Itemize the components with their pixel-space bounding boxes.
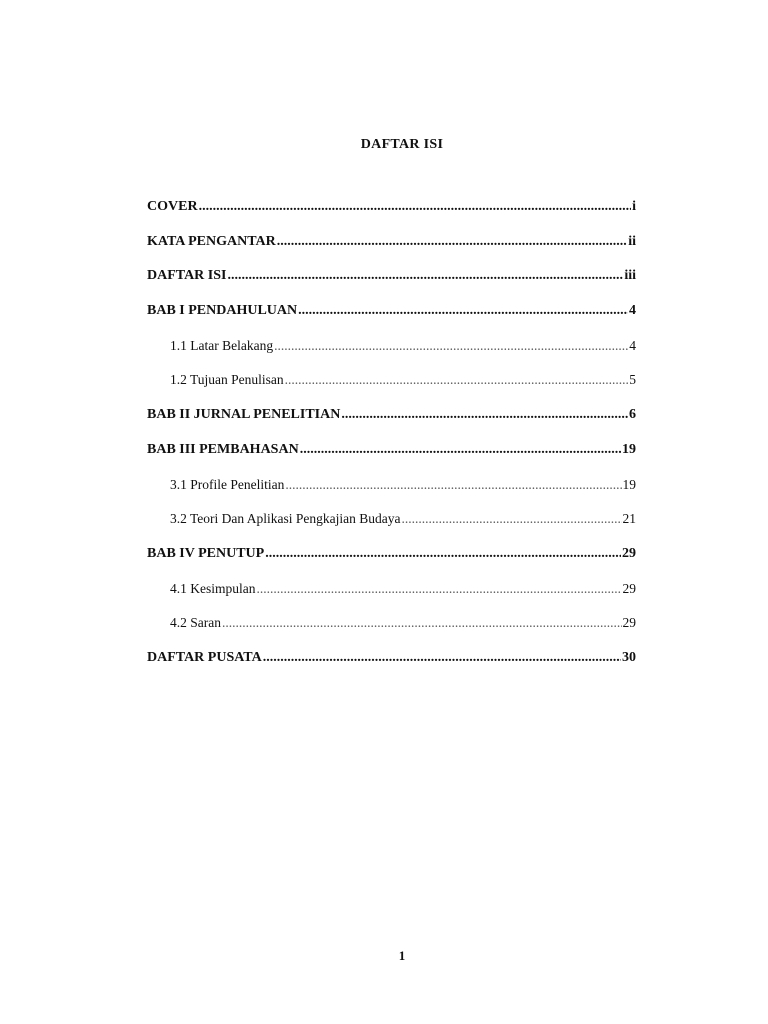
toc-entry-page: iii — [624, 268, 636, 284]
toc-entry-page: ii — [628, 233, 636, 249]
toc-entry-label: BAB III PEMBAHASAN — [147, 441, 299, 457]
toc-entry-label: BAB II JURNAL PENELITIAN — [147, 407, 341, 423]
dot-leader — [222, 614, 622, 632]
dot-leader — [402, 510, 622, 528]
toc-entry-label: DAFTAR PUSATA — [147, 649, 262, 665]
toc-entry-page: 29 — [622, 545, 636, 561]
toc-entry[interactable] — [147, 233, 636, 268]
toc-entry-label: BAB I PENDAHULUAN — [147, 303, 298, 319]
dot-leader — [199, 198, 632, 216]
toc-entry[interactable] — [147, 441, 636, 476]
toc-subentry[interactable] — [147, 371, 636, 406]
toc-subentry[interactable] — [147, 614, 636, 649]
toc-entry-label: 3.2 Teori Dan Aplikasi Pengkajian Budaya — [170, 511, 401, 527]
dot-leader — [341, 406, 628, 424]
dot-leader — [277, 233, 627, 251]
dot-leader — [265, 545, 621, 563]
toc-subentry[interactable] — [147, 580, 636, 615]
toc-entry[interactable] — [147, 545, 636, 580]
toc-entry-page: 4 — [629, 303, 636, 319]
page-number: 1 — [398, 948, 406, 963]
toc-entry-label: 1.2 Tujuan Penulisan — [170, 372, 284, 388]
table-of-contents — [147, 198, 636, 684]
dot-leader — [298, 302, 628, 320]
toc-entry[interactable] — [147, 267, 636, 302]
toc-entry-label: KATA PENGANTAR — [147, 233, 276, 249]
toc-entry[interactable] — [147, 649, 636, 684]
toc-entry-page: 21 — [622, 511, 636, 527]
toc-entry-page: 5 — [629, 372, 636, 388]
toc-entry-label: BAB IV PENUTUP — [147, 545, 265, 561]
toc-entry-page: 19 — [622, 476, 636, 492]
toc-entry-page: 6 — [629, 407, 636, 423]
dot-leader — [274, 337, 628, 355]
toc-entry-page: 30 — [622, 649, 636, 665]
toc-subentry[interactable] — [147, 337, 636, 372]
toc-entry-label: 4.2 Saran — [170, 615, 221, 631]
toc-entry-label: 1.1 Latar Belakang — [170, 337, 274, 353]
dot-leader — [263, 649, 621, 667]
toc-entry-label: 3.1 Profile Penelitian — [170, 476, 285, 492]
toc-entry-page: 4 — [629, 337, 636, 353]
toc-entry[interactable] — [147, 406, 636, 441]
dot-leader — [300, 441, 621, 459]
dot-leader — [257, 580, 622, 598]
toc-subentry[interactable] — [147, 476, 636, 511]
toc-entry[interactable] — [147, 302, 636, 337]
toc-entry-page: 19 — [622, 441, 636, 457]
toc-entry[interactable] — [147, 198, 636, 233]
dot-leader — [227, 267, 623, 285]
toc-entry-page: 29 — [622, 580, 636, 596]
dot-leader — [285, 371, 629, 389]
toc-entry-label: COVER — [147, 199, 198, 214]
toc-entry-label: DAFTAR ISI — [147, 268, 227, 284]
dot-leader — [285, 476, 621, 494]
page-title: DAFTAR ISI — [360, 137, 444, 152]
toc-entry-page: i — [632, 199, 636, 214]
toc-entry-label: 4.1 Kesimpulan — [170, 580, 256, 596]
toc-subentry[interactable] — [147, 510, 636, 545]
toc-entry-page: 29 — [622, 615, 636, 631]
